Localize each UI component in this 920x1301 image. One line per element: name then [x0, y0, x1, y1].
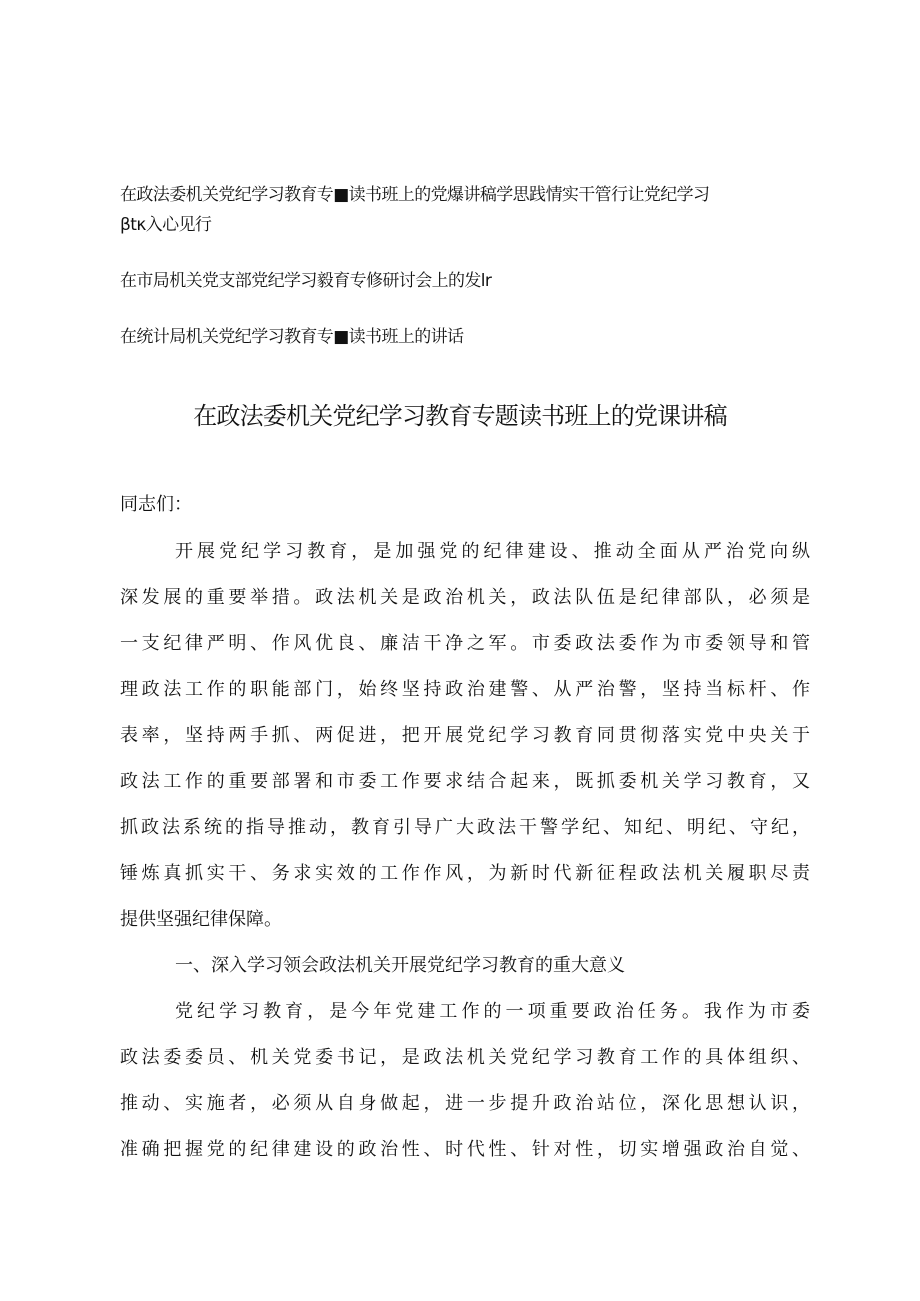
- body-line: 锤炼真抓实干、务求实效的工作作风，为新时代新征程政法机关履职尽责: [120, 863, 810, 884]
- body-line: 政法委委员、机关党委书记，是政法机关党纪学习教育工作的具体组织、: [120, 1047, 810, 1068]
- body-line: 理政法工作的职能部门，始终坚持政治建警、从严治警，坚持当标杆、作: [120, 679, 810, 700]
- body-line: 抓政法系统的指导推动，教育引导广大政法干警学纪、知纪、明纪、守纪，: [120, 817, 810, 838]
- body-line: 深发展的重要举措。政法机关是政治机关，政法队伍是纪律部队，必须是: [120, 587, 810, 608]
- body-line: 一支纪律严明、作风优良、廉洁干净之军。市委政法委作为市委领导和管: [120, 633, 810, 654]
- toc-item-1-line-2: βtκ入心见行: [120, 215, 212, 235]
- body-line: 准确把握党的纪律建设的政治性、时代性、针对性，切实增强政治自觉、: [120, 1139, 810, 1160]
- body-line: 党纪学习教育，是今年党建工作的一项重要政治任务。我作为市委: [175, 1001, 810, 1022]
- body-line: 推动、实施者，必须从自身做起，进一步提升政治站位，深化思想认识，: [120, 1093, 810, 1114]
- body-line: 提供坚强纪律保障。: [120, 909, 282, 930]
- body-line: 政法工作的重要部署和市委工作要求结合起来，既抓委机关学习教育，又: [120, 771, 810, 792]
- section-heading: 一、深入学习领会政法机关开展党纪学习教育的重大意义: [175, 955, 625, 976]
- toc-item-2: 在市局机关党支部党纪学习毅育专修研讨会上的发lr: [120, 271, 492, 291]
- body-line: 开展党纪学习教育，是加强党的纪律建设、推动全面从严治党向纵: [175, 541, 810, 562]
- body-line: 表率，坚持两手抓、两促进，把开展党纪学习教育同贯彻落实党中央关于: [120, 725, 810, 746]
- document-title: 在政法委机关党纪学习教育专题读书班上的党课讲稿: [193, 402, 727, 430]
- salutation: 同志们：: [120, 494, 192, 515]
- toc-item-3: 在统计局机关党纪学习教育专■读书班上的讲话: [120, 327, 464, 347]
- toc-item-1-line-1: 在政法委机关党纪学习教育专■读书班上的党爆讲稿学思践情实干管行让党纪学习: [120, 185, 710, 205]
